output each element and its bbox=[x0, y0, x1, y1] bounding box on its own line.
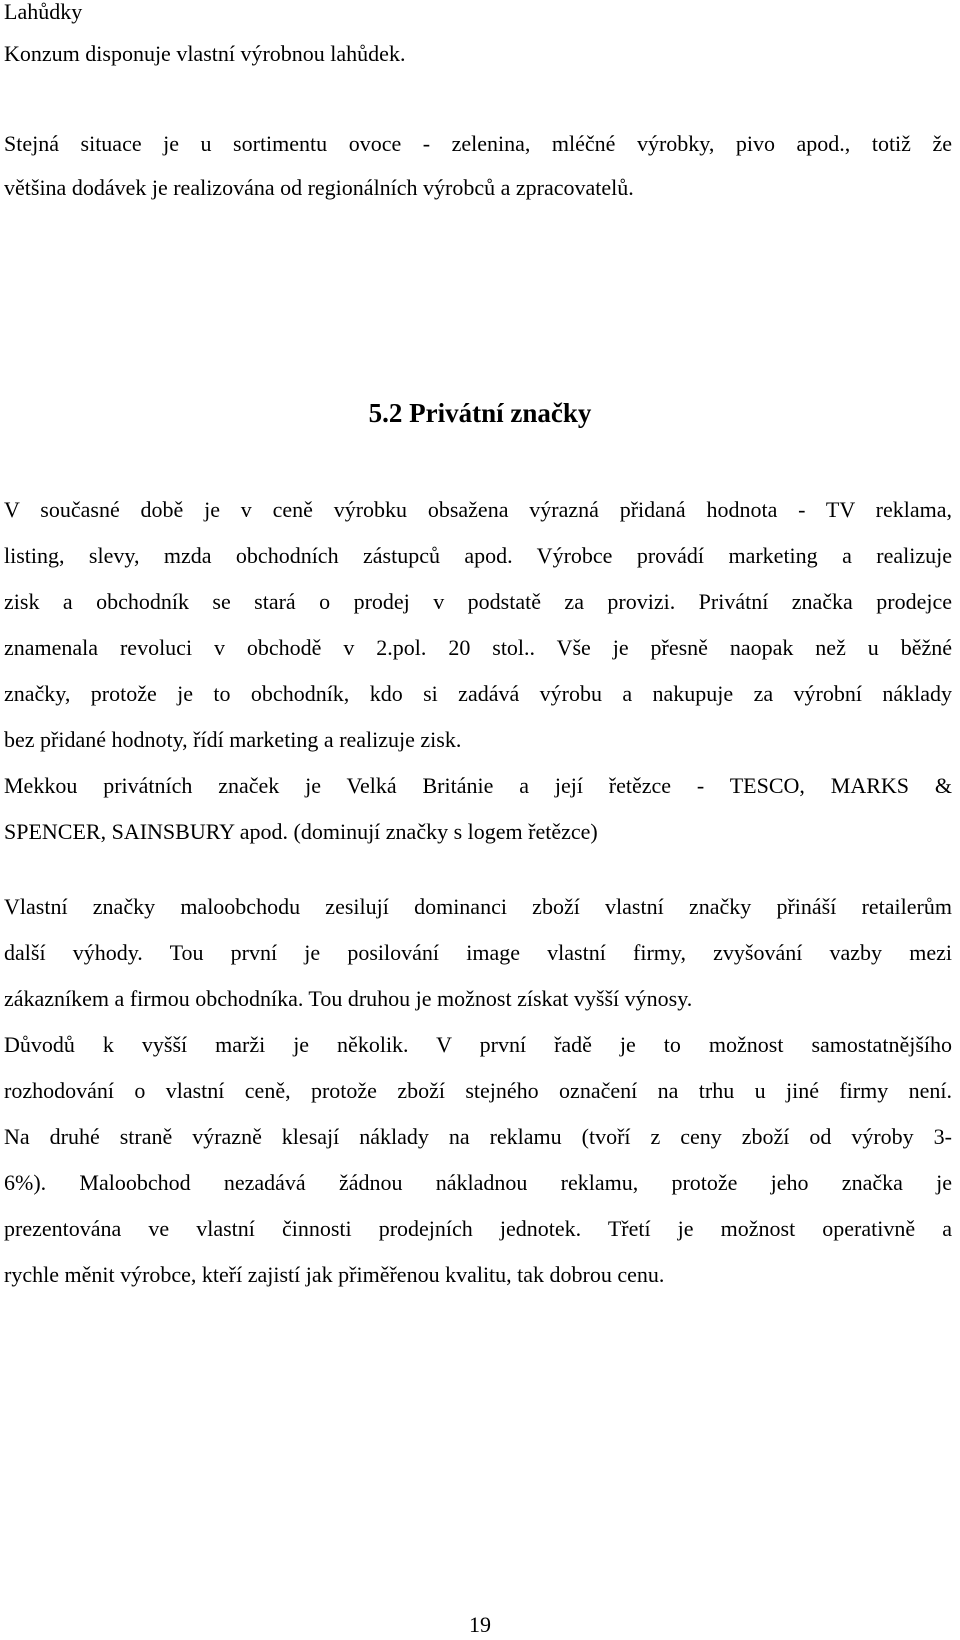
text-line: listing, slevy, mzda obchodních zástupců apod. Výrobce provádí marketing a realizuje bbox=[4, 543, 952, 568]
text-line: Vlastní značky maloobchodu zesilují dominanci zboží vlastní značky přináší retailerům bbox=[4, 894, 952, 919]
text-line: rychle měnit výrobce, kteří zajistí jak přiměřenou kvalitu, tak dobrou cenu. bbox=[4, 1262, 665, 1287]
page-number: 19 bbox=[469, 1612, 491, 1637]
text-line: většina dodávek je realizována od regionálních výrobců a zpracovatelů. bbox=[4, 175, 634, 200]
text-line: Konzum disponuje vlastní výrobnou lahůdek. bbox=[4, 41, 406, 66]
text-line: znamenala revoluci v obchodě v 2.pol. 20 stol.. Vše je přesně naopak než u běžné bbox=[4, 635, 952, 660]
text-line: rozhodování o vlastní ceně, protože zboží stejného označení na trhu u jiné firmy není. bbox=[4, 1078, 952, 1103]
text-line: zisk a obchodník se stará o prodej v podstatě za provizi. Privátní značka prodejce bbox=[4, 589, 952, 614]
text-line: Mekkou privátních značek je Velká Británie a její řetězce - TESCO, MARKS & bbox=[4, 773, 952, 798]
text-line: 6%). Maloobchod nezadává žádnou nákladnou reklamu, protože jeho značka je bbox=[4, 1170, 952, 1195]
text-line: zákazníkem a firmou obchodníka. Tou druhou je možnost získat vyšší výnosy. bbox=[4, 986, 693, 1011]
section-label-lahudky: Lahůdky bbox=[4, 0, 83, 24]
text-line: bez přidané hodnoty, řídí marketing a realizuje zisk. bbox=[4, 727, 462, 752]
text-line: Na druhé straně výrazně klesají náklady na reklamu (tvoří z ceny zboží od výroby 3- bbox=[4, 1124, 952, 1149]
text-line: Důvodů k vyšší marži je několik. V první řadě je to možnost samostatnějšího bbox=[4, 1032, 952, 1057]
text-line: značky, protože je to obchodník, kdo si zadává výrobu a nakupuje za výrobní náklady bbox=[4, 681, 952, 706]
text-line: Stejná situace je u sortimentu ovoce - zelenina, mléčné výrobky, pivo apod., totiž že bbox=[4, 131, 952, 156]
text-line: SPENCER, SAINSBURY apod. (dominují značky s logem řetězce) bbox=[4, 819, 598, 844]
text-line: prezentována ve vlastní činnosti prodejních jednotek. Třetí je možnost operativně a bbox=[4, 1216, 952, 1241]
text-line: další výhody. Tou první je posilování image vlastní firmy, zvyšování vazby mezi bbox=[4, 940, 952, 965]
text-line: V současné době je v ceně výrobku obsažena výrazná přidaná hodnota - TV reklama, bbox=[4, 497, 952, 522]
section-heading: 5.2 Privátní značky bbox=[368, 398, 592, 428]
